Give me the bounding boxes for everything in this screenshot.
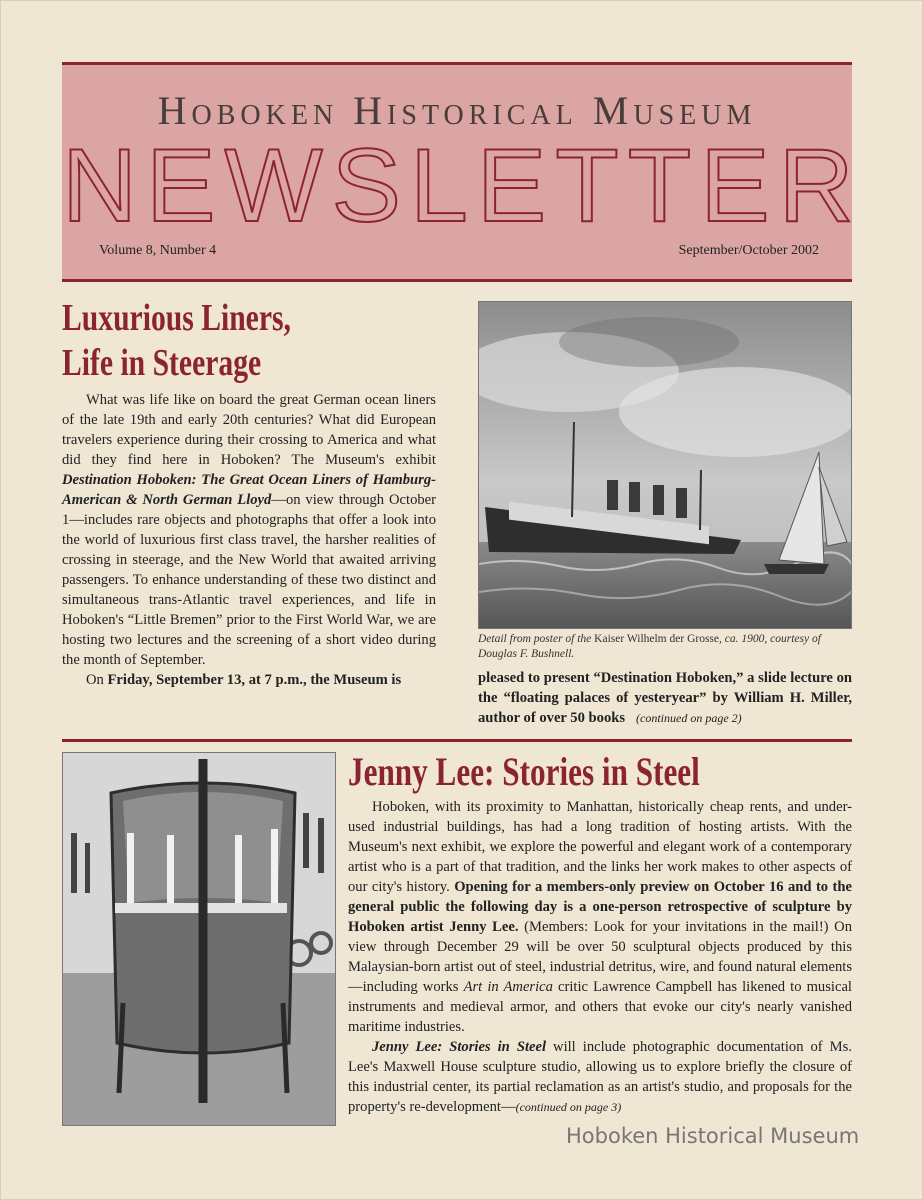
text-run: critic Lawrence Campbell has likened to musical instruments and medieval armor, and others that evoke our city's nearly vanished maritime industries. (348, 979, 852, 1035)
sculpture-illustration (63, 753, 336, 1126)
sculpture-photo (62, 752, 336, 1126)
article1-headline (62, 296, 374, 386)
article1-continued-body (478, 668, 852, 728)
text-run: pleased to present “Destination Hoboken,” a slide lecture on the “floating palaces of yesteryear” by William H. Miller, author of over 50 books (478, 670, 852, 726)
article2-body (348, 797, 852, 1117)
exhibit-title: Jenny Lee: Stories in Steel (372, 1039, 547, 1055)
continued-link[interactable]: (continued on page 2) (636, 711, 742, 725)
article1-body (62, 390, 436, 690)
text-run: On (86, 672, 108, 688)
watermark: Hoboken Historical Museum (566, 1124, 860, 1148)
text-run: will include photographic documentation of Ms. Lee's Maxwell House sculpture studio, allowing us to explore briefly the closure of this industrial center, its partial reclamation as an artist's studio, and proposals for the property's re-development— (348, 1039, 852, 1115)
article1-headline-line1: Luxurious Liners, (62, 297, 291, 339)
masthead (62, 62, 863, 282)
text-run: —on view through October 1—includes rare objects and photographs that offer a look into the world of luxurious first class travel, the harsher realities of crossing in steerage, and the New World that awaited arriving passengers. To enhance understanding of these two distinct and simultaneous trans-Atlantic travel experiences, and life in Hoboken's “Little Bremen” prior to the First World War, we are hosting two lectures and the screening of a short video during the month of September. (62, 492, 437, 668)
article1-paragraph (62, 390, 436, 670)
publication-title: Art in America (463, 979, 553, 995)
text-run: , ca. 1900, courtesy of Douglas F. Bushnell. (478, 633, 821, 660)
issue-date: September/October 2002 (678, 243, 819, 258)
issue-volume: Volume 8, Number 4 (99, 243, 217, 258)
text-run: (Members: Look for your invitations in the mail!) On view through December 29 will be over 50 sculptural objects produced by this Malaysian-born artist out of steel, industrial detritus, wire, and found natural elements—including works (348, 919, 853, 995)
ship-poster-caption (478, 632, 852, 662)
masthead-title: NEWSLETTER (62, 128, 863, 244)
ship-illustration (479, 302, 852, 629)
ship-name: Kaiser Wilhelm der Grosse (594, 633, 720, 645)
text-run: Detail from poster of the (478, 633, 595, 645)
article2-paragraph (348, 797, 852, 1037)
text-run: What was life like on board the great German ocean liners of the late 19th and early 20th centuries? What did European travelers experience during their crossing to America and what did they find here in Hoboken? The Museum's exhibit (62, 392, 436, 468)
event-date: Friday, September 13, at 7 p.m., the Museum is (107, 672, 402, 688)
opening-announcement: Opening for a members-only preview on October 16 and to the general public the following day is a one-person retrospective of sculpture by Hoboken artist Jenny Lee. (348, 879, 852, 935)
text-run: Hoboken, with its proximity to Manhattan, historically cheap rents, and under-used industrial buildings, has had a long tradition of hosting artists. With the Museum's next exhibit, we explore the powerful and elegant work of a contemporary artist who is a part of that tradition, and the links her work makes to other aspects of our city's history. (348, 799, 852, 895)
masthead-museum-name: Hoboken Historical Museum (157, 88, 757, 133)
article1-headline-line2: Life in Steerage (62, 342, 262, 384)
section-divider (62, 739, 852, 742)
article1-paragraph (62, 670, 436, 690)
article2-paragraph (348, 1037, 852, 1117)
exhibit-title: Destination Hoboken: The Great Ocean Liners of Hamburg-American & North German Lloyd (62, 472, 436, 508)
ship-poster-image (478, 301, 852, 629)
article2-headline: Jenny Lee: Stories in Steel (348, 749, 700, 794)
continued-link[interactable]: (continued on page 3) (515, 1100, 622, 1114)
